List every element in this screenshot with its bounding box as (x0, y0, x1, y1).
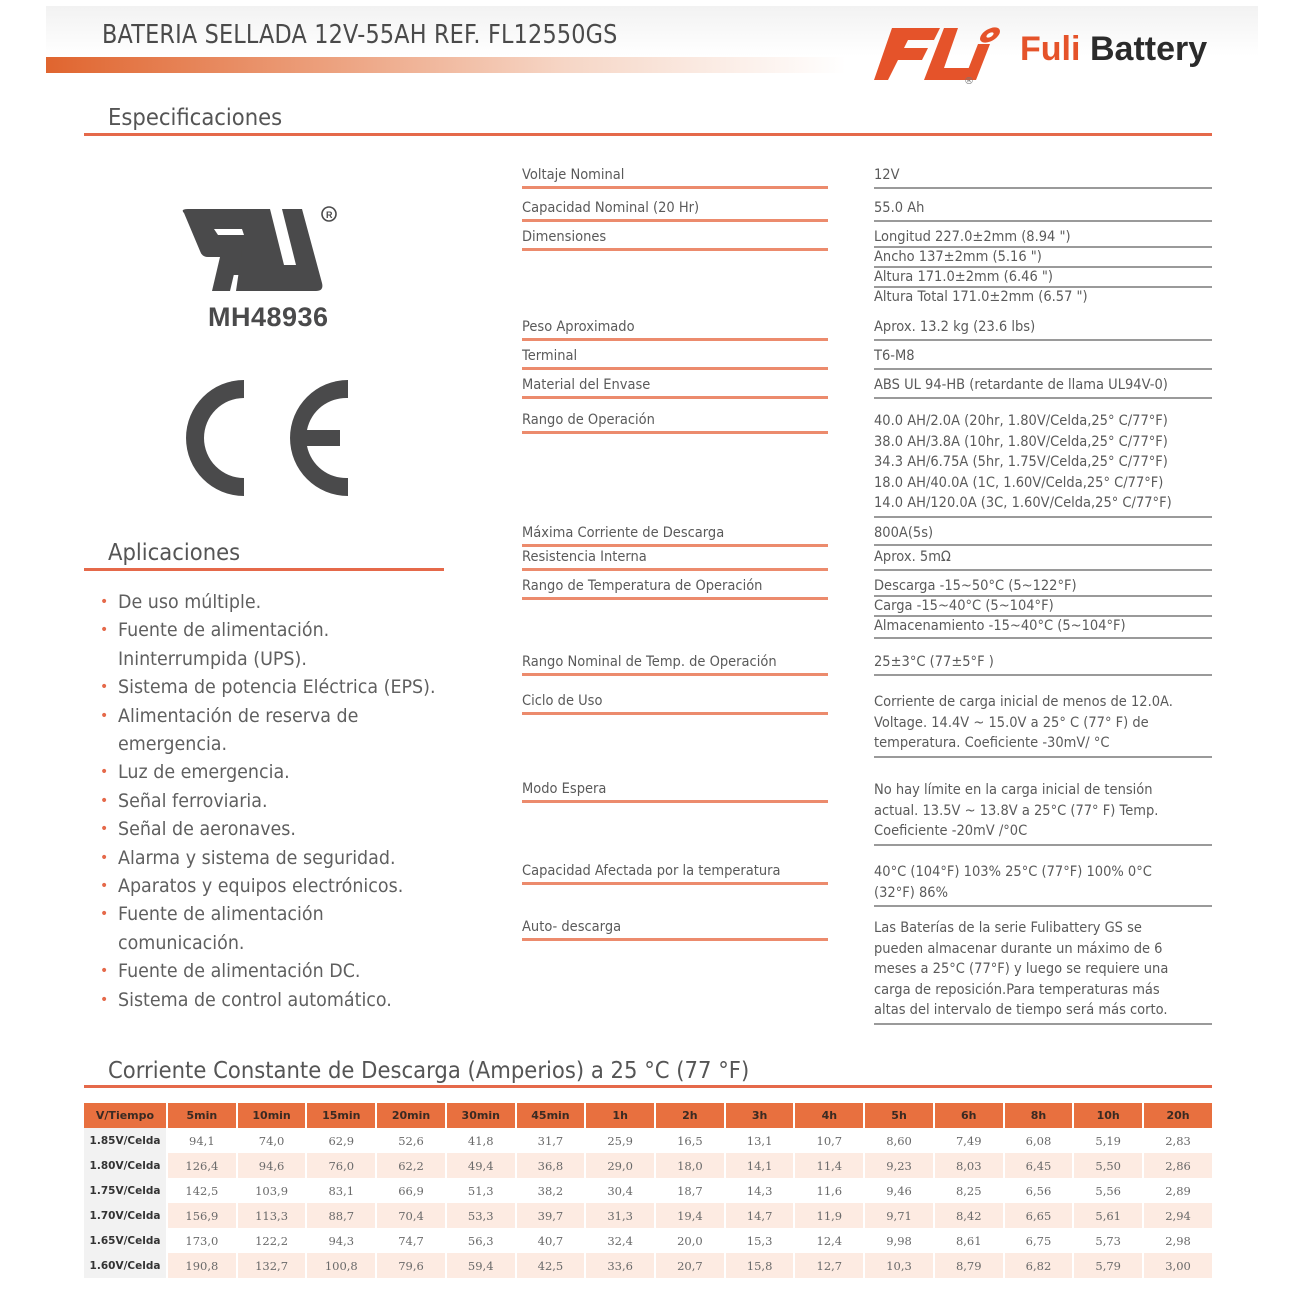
table-cell: 88,7 (307, 1203, 375, 1228)
table-cell: 42,5 (517, 1253, 585, 1278)
spec-label-dimensiones: Dimensiones (522, 228, 828, 251)
table-cell: 6,82 (1005, 1253, 1073, 1278)
discharge-table (84, 1103, 1212, 1278)
table-cell: 94,1 (189, 1133, 215, 1148)
table-cell: 122,2 (255, 1233, 289, 1248)
table-cell: 79,6 (377, 1253, 445, 1278)
spec-value-modo-espera: No hay límite en la carga inicial de tensión actual. 13.5V ~ 13.8V a 25°C (77° F) Temp. Coeficiente -20mV /°0C (874, 780, 1212, 846)
table-cell: 5,73 (1095, 1233, 1121, 1248)
column-header: 10h (1074, 1103, 1142, 1128)
table-cell: 18,7 (677, 1183, 703, 1198)
table-cell: 11,9 (795, 1203, 863, 1228)
list-item: • Sistema de potencia Eléctrica (EPS). (98, 673, 458, 701)
spec-label-rango-operacion: Rango de Operación (522, 411, 828, 434)
spec-label-max-corriente: Máxima Corriente de Descarga (522, 524, 828, 547)
spec-label-peso: Peso Aproximado (522, 318, 828, 341)
row-header-voltage: 1.80V/Celda (84, 1153, 166, 1178)
table-cell: 6,75 (1025, 1233, 1052, 1248)
ce-mark-icon (178, 376, 353, 501)
spec-label-capacidad: Capacidad Nominal (20 Hr) (522, 199, 828, 222)
table-cell: 6,08 (1025, 1133, 1052, 1148)
list-item: • Luz de emergencia. (98, 758, 458, 786)
table-cell: 8,60 (886, 1133, 912, 1148)
table-cell: 8,25 (955, 1183, 982, 1198)
table-cell: 19,4 (656, 1203, 724, 1228)
table-cell: 2,83 (1165, 1133, 1191, 1148)
table-cell: 49,4 (447, 1153, 515, 1178)
spec-label-ciclo-uso: Ciclo de Uso (522, 692, 828, 715)
table-cell: 14,1 (726, 1153, 794, 1178)
list-item: • Fuente de alimentación (98, 900, 458, 928)
table-cell: 6,45 (1005, 1153, 1073, 1178)
table-cell: 52,6 (398, 1133, 424, 1148)
spec-value-capacidad: 55.0 Ah (874, 199, 1212, 222)
table-cell: 20,0 (677, 1233, 703, 1248)
spec-label-resistencia: Resistencia Interna (522, 548, 828, 571)
row-header-voltage: 1.75V/Celda (84, 1178, 166, 1203)
table-cell: 29,0 (586, 1153, 654, 1178)
spec-label-rango-nominal-temp: Rango Nominal de Temp. de Operación (522, 653, 828, 676)
row-header-voltage: 1.65V/Celda (84, 1228, 166, 1253)
column-header: 5h (865, 1103, 933, 1128)
table-cell: 94,3 (328, 1233, 355, 1248)
table-cell: 5,19 (1095, 1133, 1121, 1148)
specs-heading: Especificaciones (108, 105, 283, 131)
table-row (84, 1253, 1212, 1278)
table-cell: 103,9 (255, 1183, 289, 1198)
table-header-row (84, 1103, 1212, 1128)
table-cell: 5,56 (1095, 1183, 1121, 1198)
table-cell: 31,7 (537, 1133, 564, 1148)
column-header: 2h (656, 1103, 724, 1128)
table-body (84, 1128, 1212, 1278)
list-item-continuation: Ininterrumpida (UPS). (118, 647, 307, 670)
table-cell: 12,4 (816, 1233, 843, 1248)
column-header: 45min (517, 1103, 585, 1128)
row-header-voltage: 1.70V/Celda (84, 1203, 166, 1228)
list-item: • Aparatos y equipos electrónicos. (98, 872, 458, 900)
list-item: • Sistema de control automático. (98, 986, 458, 1014)
spec-label-material: Material del Envase (522, 376, 828, 399)
spec-value-resistencia: Aprox. 5mΩ (874, 548, 1212, 571)
column-header: 1h (586, 1103, 654, 1128)
table-cell: 76,0 (307, 1153, 375, 1178)
spec-value-voltaje: 12V (874, 166, 1212, 189)
table-cell: 2,86 (1144, 1153, 1212, 1178)
table-cell: 2,98 (1165, 1233, 1191, 1248)
table-cell: 70,4 (377, 1203, 445, 1228)
table-cell: 56,3 (467, 1233, 494, 1248)
table-cell: 62,9 (328, 1133, 355, 1148)
table-cell: 132,7 (238, 1253, 306, 1278)
table-cell: 51,3 (467, 1183, 494, 1198)
row-header-voltage: 1.60V/Celda (84, 1253, 166, 1278)
table-row (84, 1228, 1212, 1253)
table-cell: 9,98 (886, 1233, 912, 1248)
spec-label-rango-temperatura: Rango de Temperatura de Operación (522, 577, 828, 600)
spec-value-dimensiones: Longitud 227.0±2mm (8.94 ") Ancho 137±2mm (5.16 ") Altura 171.0±2mm (6.46 ") Altura Total 171.0±2mm (6.57 ") (874, 228, 1212, 306)
ul-certification-code: MH48936 (208, 302, 329, 332)
table-cell: 20,7 (656, 1253, 724, 1278)
table-cell: 38,2 (537, 1183, 564, 1198)
column-header: 15min (307, 1103, 375, 1128)
page-title: BATERIA SELLADA 12V-55AH REF. FL12550GS (102, 20, 618, 50)
table-cell: 32,4 (607, 1233, 633, 1248)
spec-value-auto-descarga: Las Baterías de la serie Fulibattery GS se pueden almacenar durante un máximo de 6 meses a 25°C (77°F) y luego se requiere una carga de reposición.Para temperaturas más altas del intervalo de tiempo será más corto. (874, 918, 1212, 1025)
table-cell: 12,7 (795, 1253, 863, 1278)
table-cell: 15,3 (746, 1233, 773, 1248)
table-cell: 13,1 (746, 1133, 773, 1148)
applications-rule (84, 568, 444, 571)
table-cell: 9,71 (865, 1203, 933, 1228)
table-cell: 40,7 (537, 1233, 564, 1248)
spec-label-terminal: Terminal (522, 347, 828, 370)
table-cell: 66,9 (398, 1183, 424, 1198)
table-cell: 74,0 (258, 1133, 285, 1148)
column-header: 5min (168, 1103, 236, 1128)
table-cell: 25,9 (607, 1133, 633, 1148)
list-item-continuation: comunicación. (118, 931, 245, 954)
spec-value-rango-operacion: 40.0 AH/2.0A (20hr, 1.80V/Celda,25° C/77°F) 38.0 AH/3.8A (10hr, 1.80V/Celda,25° C/77°F) 34.3 AH/6.75A (5hr, 1.75V/Celda,25° C/77°F) 18.0 AH/40.0A (1C, 1.60V/Celda,25° C/77°F) 14.0 AH/120.0A (3C, 1.60V/Celda,25° C/77°F) (874, 411, 1212, 518)
table-cell: 74,7 (398, 1233, 424, 1248)
table-cell: 39,7 (517, 1203, 585, 1228)
table-cell: 11,6 (816, 1183, 843, 1198)
list-item-continuation: emergencia. (118, 733, 228, 756)
table-cell: 31,3 (586, 1203, 654, 1228)
discharge-table-rule (84, 1085, 1212, 1088)
spec-value-terminal: T6-M8 (874, 347, 1212, 370)
table-cell: 11,4 (795, 1153, 863, 1178)
column-header: 6h (935, 1103, 1003, 1128)
table-cell: 14,3 (746, 1183, 773, 1198)
table-row (84, 1128, 1212, 1153)
table-cell: 10,7 (816, 1133, 843, 1148)
table-cell: 3,00 (1144, 1253, 1212, 1278)
table-cell: 41,8 (467, 1133, 494, 1148)
column-header: 3h (726, 1103, 794, 1128)
table-cell: 190,8 (168, 1253, 236, 1278)
list-item: • De uso múltiple. (98, 588, 458, 616)
column-header: V/Tiempo (84, 1103, 166, 1128)
logo-brand-battery: Battery (1090, 30, 1208, 68)
column-header: 30min (447, 1103, 515, 1128)
table-cell: 8,03 (935, 1153, 1003, 1178)
column-header: 8h (1005, 1103, 1073, 1128)
list-item: • Alimentación de reserva de (98, 702, 458, 730)
svg-text:R: R (326, 210, 333, 220)
table-cell: 15,8 (726, 1253, 794, 1278)
table-cell: 16,5 (677, 1133, 703, 1148)
table-cell: 2,94 (1144, 1203, 1212, 1228)
table-cell: 10,3 (865, 1253, 933, 1278)
table-cell: 9,46 (886, 1183, 912, 1198)
table-row (84, 1153, 1212, 1178)
table-row (84, 1203, 1212, 1228)
table-cell: 18,0 (656, 1153, 724, 1178)
ul-certification-icon (178, 205, 343, 300)
spec-label-voltaje: Voltaje Nominal (522, 166, 828, 189)
table-cell: 2,89 (1165, 1183, 1191, 1198)
column-header: 10min (238, 1103, 306, 1128)
column-header: 4h (795, 1103, 863, 1128)
table-cell: 83,1 (328, 1183, 355, 1198)
title-gradient-bar (46, 57, 846, 73)
table-cell: 6,65 (1005, 1203, 1073, 1228)
specs-rule (84, 133, 1212, 136)
table-cell: 94,6 (238, 1153, 306, 1178)
table-cell: 5,50 (1074, 1153, 1142, 1178)
table-cell: 8,79 (935, 1253, 1003, 1278)
spec-value-rango-temperatura: Descarga -15~50°C (5~122°F) Carga -15~40°C (5~104°F) Almacenamiento -15~40°C (5~104°F) (874, 577, 1212, 639)
table-cell: 33,6 (586, 1253, 654, 1278)
spec-label-modo-espera: Modo Espera (522, 780, 828, 803)
column-header: 20h (1144, 1103, 1212, 1128)
table-cell: 113,3 (238, 1203, 306, 1228)
spec-value-capacidad-temp: 40°C (104°F) 103% 25°C (77°F) 100% 0°C (32°F) 86% (874, 862, 1212, 907)
table-cell: 173,0 (185, 1233, 219, 1248)
logo-brand-fuli: Fuli (1020, 30, 1081, 68)
spec-label-auto-descarga: Auto- descarga (522, 918, 828, 941)
discharge-table-heading: Corriente Constante de Descarga (Amperios) a 25 °C (77 °F) (108, 1058, 750, 1084)
column-header: 20min (377, 1103, 445, 1128)
table-cell: 8,42 (935, 1203, 1003, 1228)
table-cell: 142,5 (185, 1183, 219, 1198)
table-cell: 9,23 (865, 1153, 933, 1178)
applications-heading: Aplicaciones (108, 540, 241, 566)
table-cell: 8,61 (955, 1233, 982, 1248)
applications-list (98, 588, 458, 1014)
list-item: • Fuente de alimentación DC. (98, 957, 458, 985)
list-item: • Señal ferroviaria. (98, 787, 458, 815)
table-cell: 156,9 (168, 1203, 236, 1228)
row-header-voltage: 1.85V/Celda (84, 1128, 166, 1153)
spec-value-rango-nominal-temp: 25±3°C (77±5°F ) (874, 653, 1212, 676)
list-item: • Fuente de alimentación. (98, 616, 458, 644)
table-cell: 36,8 (517, 1153, 585, 1178)
spec-value-ciclo-uso: Corriente de carga inicial de menos de 12.0A. Voltage. 14.4V ~ 15.0V a 25° C (77° F) de temperatura. Coeficiente -30mV/ °C (874, 692, 1212, 758)
table-cell: 59,4 (447, 1253, 515, 1278)
table-cell: 100,8 (307, 1253, 375, 1278)
registered-mark: ® (964, 76, 974, 87)
table-cell: 14,7 (726, 1203, 794, 1228)
table-cell: 53,3 (447, 1203, 515, 1228)
table-cell: 7,49 (955, 1133, 982, 1148)
spec-value-material: ABS UL 94-HB (retardante de llama UL94V-0) (874, 376, 1212, 399)
table-cell: 126,4 (168, 1153, 236, 1178)
table-row (84, 1178, 1212, 1203)
list-item: • Alarma y sistema de seguridad. (98, 844, 458, 872)
spec-label-capacidad-temp: Capacidad Afectada por la temperatura (522, 862, 828, 885)
table-cell: 62,2 (377, 1153, 445, 1178)
spec-value-max-corriente: 800A(5s) (874, 524, 1212, 546)
spec-value-peso: Aprox. 13.2 kg (23.6 lbs) (874, 318, 1212, 341)
table-cell: 30,4 (607, 1183, 633, 1198)
table-cell: 6,56 (1025, 1183, 1052, 1198)
fl-logo-mark-icon (874, 22, 1014, 84)
fuli-battery-logo (874, 22, 1214, 92)
table-cell: 5,79 (1074, 1253, 1142, 1278)
list-item: • Señal de aeronaves. (98, 815, 458, 843)
table-cell: 5,61 (1074, 1203, 1142, 1228)
